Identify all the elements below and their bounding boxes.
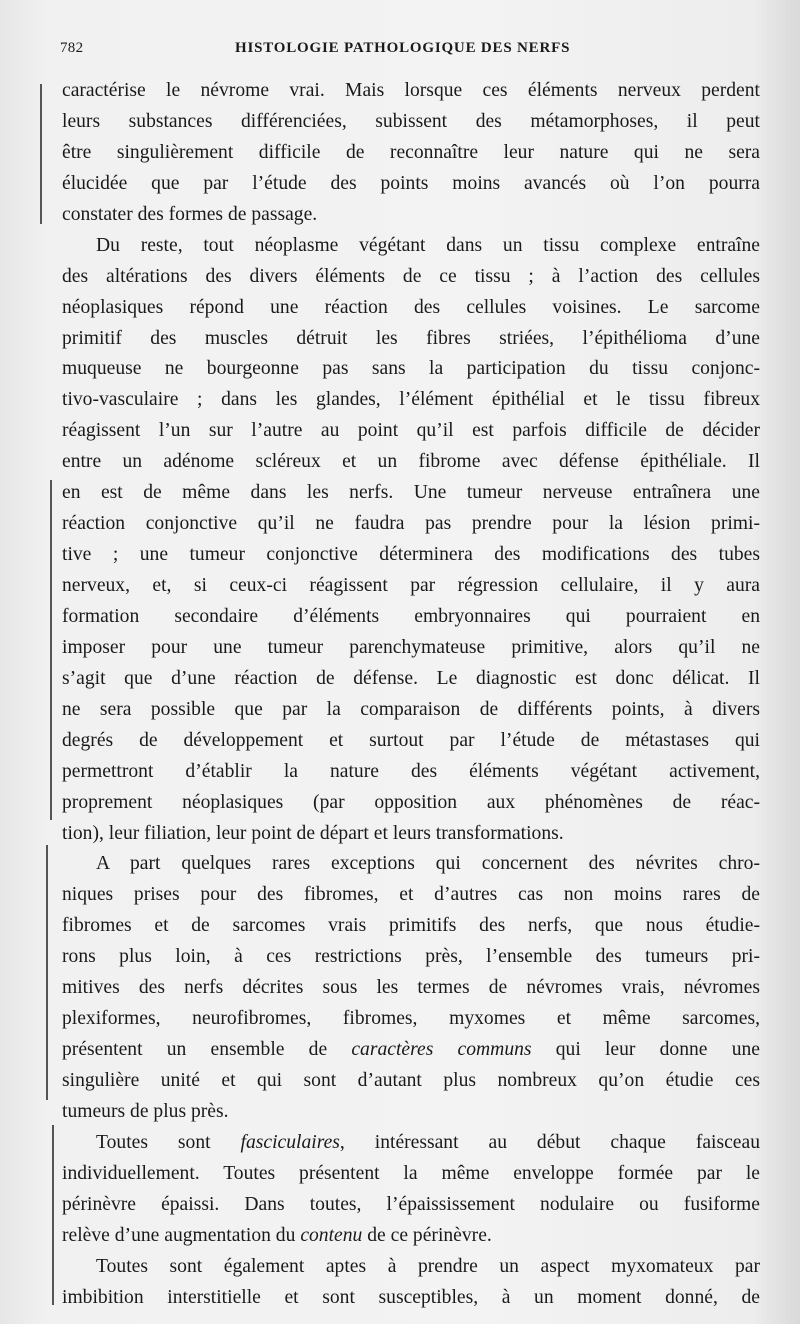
margin-annotation-mark (46, 845, 48, 1100)
page-header (60, 40, 760, 64)
text-line: s’agit que d’une réaction de défense. Le diagnostic est donc délicat. Il (62, 667, 760, 689)
text-line: permettront d’établir la nature des éléments végétant activement, (62, 760, 760, 782)
text-line: imposer pour une tumeur parenchymateuse primitive, alors qu’il ne (62, 636, 760, 658)
text-line: réagissent l’un sur l’autre au point qu’il est parfois difficile de décider (62, 420, 760, 442)
text-line: nerveux, et, si ceux-ci réagissent par régression cellulaire, il y aura (62, 575, 760, 596)
text-line: néoplasiques répond une réaction des cellules voisines. Le sarcome (62, 296, 760, 318)
text-line: niques prises pour des fibromes, et d’autres cas non moins rares de (62, 884, 760, 906)
text-line: en est de même dans les nerfs. Une tumeur nerveuse entraînera une (62, 482, 760, 504)
text-line: caractérise le névrome vrai. Mais lorsque ces éléments nerveux perdent (62, 80, 760, 101)
running-title: HISTOLOGIE PATHOLOGIQUE DES NERFS (235, 40, 571, 56)
text-line: tive ; une tumeur conjonctive déterminera des modifications des tubes (62, 544, 760, 566)
text-line: primitif des muscles détruit les fibres striées, l’épithélioma d’une (62, 327, 760, 349)
text-line: élucidée que par l’étude des points moins avancés où l’on pourra (62, 172, 760, 194)
text-line: présentent un ensemble de caractères communs qui leur donne une (62, 1039, 760, 1061)
text-line: relève d’une augmentation du contenu de ce périnèvre. (62, 1224, 492, 1246)
text-line: constater des formes de passage. (62, 203, 318, 225)
text-line: imbibition interstitielle et sont susceptibles, à un moment donné, de (62, 1286, 760, 1308)
margin-annotation-mark (50, 480, 52, 820)
margin-annotation-mark (52, 1125, 54, 1305)
text-line: proprement néoplasiques (par opposition aux phénomènes de réac- (62, 791, 760, 813)
text-line: des altérations des divers éléments de ce tissu ; à l’action des cellules (62, 265, 760, 287)
text-line: leurs substances différenciées, subissent des métamorphoses, il peut (62, 110, 760, 132)
text-line: singulière unité et qui sont d’autant plus nombreux qu’on étudie ces (62, 1070, 760, 1091)
text-line: tion), leur filiation, leur point de départ et leurs transformations. (62, 822, 564, 844)
text-line: degrés de développement et surtout par l’étude de métastases qui (62, 729, 760, 751)
text-line: réaction conjonctive qu’il ne faudra pas prendre pour la lésion primi- (62, 513, 760, 535)
text-line: fibromes et de sarcomes vrais primitifs des nerfs, que nous étudie- (62, 915, 760, 937)
text-line: tumeurs de plus près. (62, 1100, 229, 1122)
text-line: entre un adénome scléreux et un fibrome avec défense épithéliale. Il (62, 451, 760, 473)
text-line: ne sera possible que par la comparaison de différents points, à divers (62, 698, 760, 720)
text-line: A part quelques rares exceptions qui concernent des névrites chro- (96, 853, 760, 875)
body-text (62, 76, 760, 1314)
text-line: formation secondaire d’éléments embryonnaires qui pourraient en (62, 605, 760, 627)
text-line: être singulièrement difficile de reconnaître leur nature qui ne sera (62, 141, 760, 163)
page-number: 782 (60, 40, 84, 56)
text-line: muqueuse ne bourgeonne pas sans la participation du tissu conjonc- (62, 358, 760, 380)
text-line: plexiformes, neurofibromes, fibromes, myxomes et même sarcomes, (62, 1008, 760, 1030)
text-line: Toutes sont également aptes à prendre un aspect myxomateux par (96, 1255, 760, 1277)
text-line: tivo-vasculaire ; dans les glandes, l’élément épithélial et le tissu fibreux (62, 389, 760, 411)
text-line: individuellement. Toutes présentent la même enveloppe formée par le (62, 1162, 760, 1184)
margin-annotation-mark (40, 84, 42, 224)
text-line: mitives des nerfs décrites sous les termes de névromes vrais, névromes (62, 977, 760, 999)
text-line: Toutes sont fasciculaires, intéressant au début chaque faisceau (96, 1131, 760, 1153)
text-line: périnèvre épaissi. Dans toutes, l’épaississement nodulaire ou fusiforme (62, 1193, 760, 1215)
text-line: Du reste, tout néoplasme végétant dans un tissu complexe entraîne (96, 234, 760, 256)
text-line: rons plus loin, à ces restrictions près, l’ensemble des tumeurs pri- (62, 946, 760, 968)
